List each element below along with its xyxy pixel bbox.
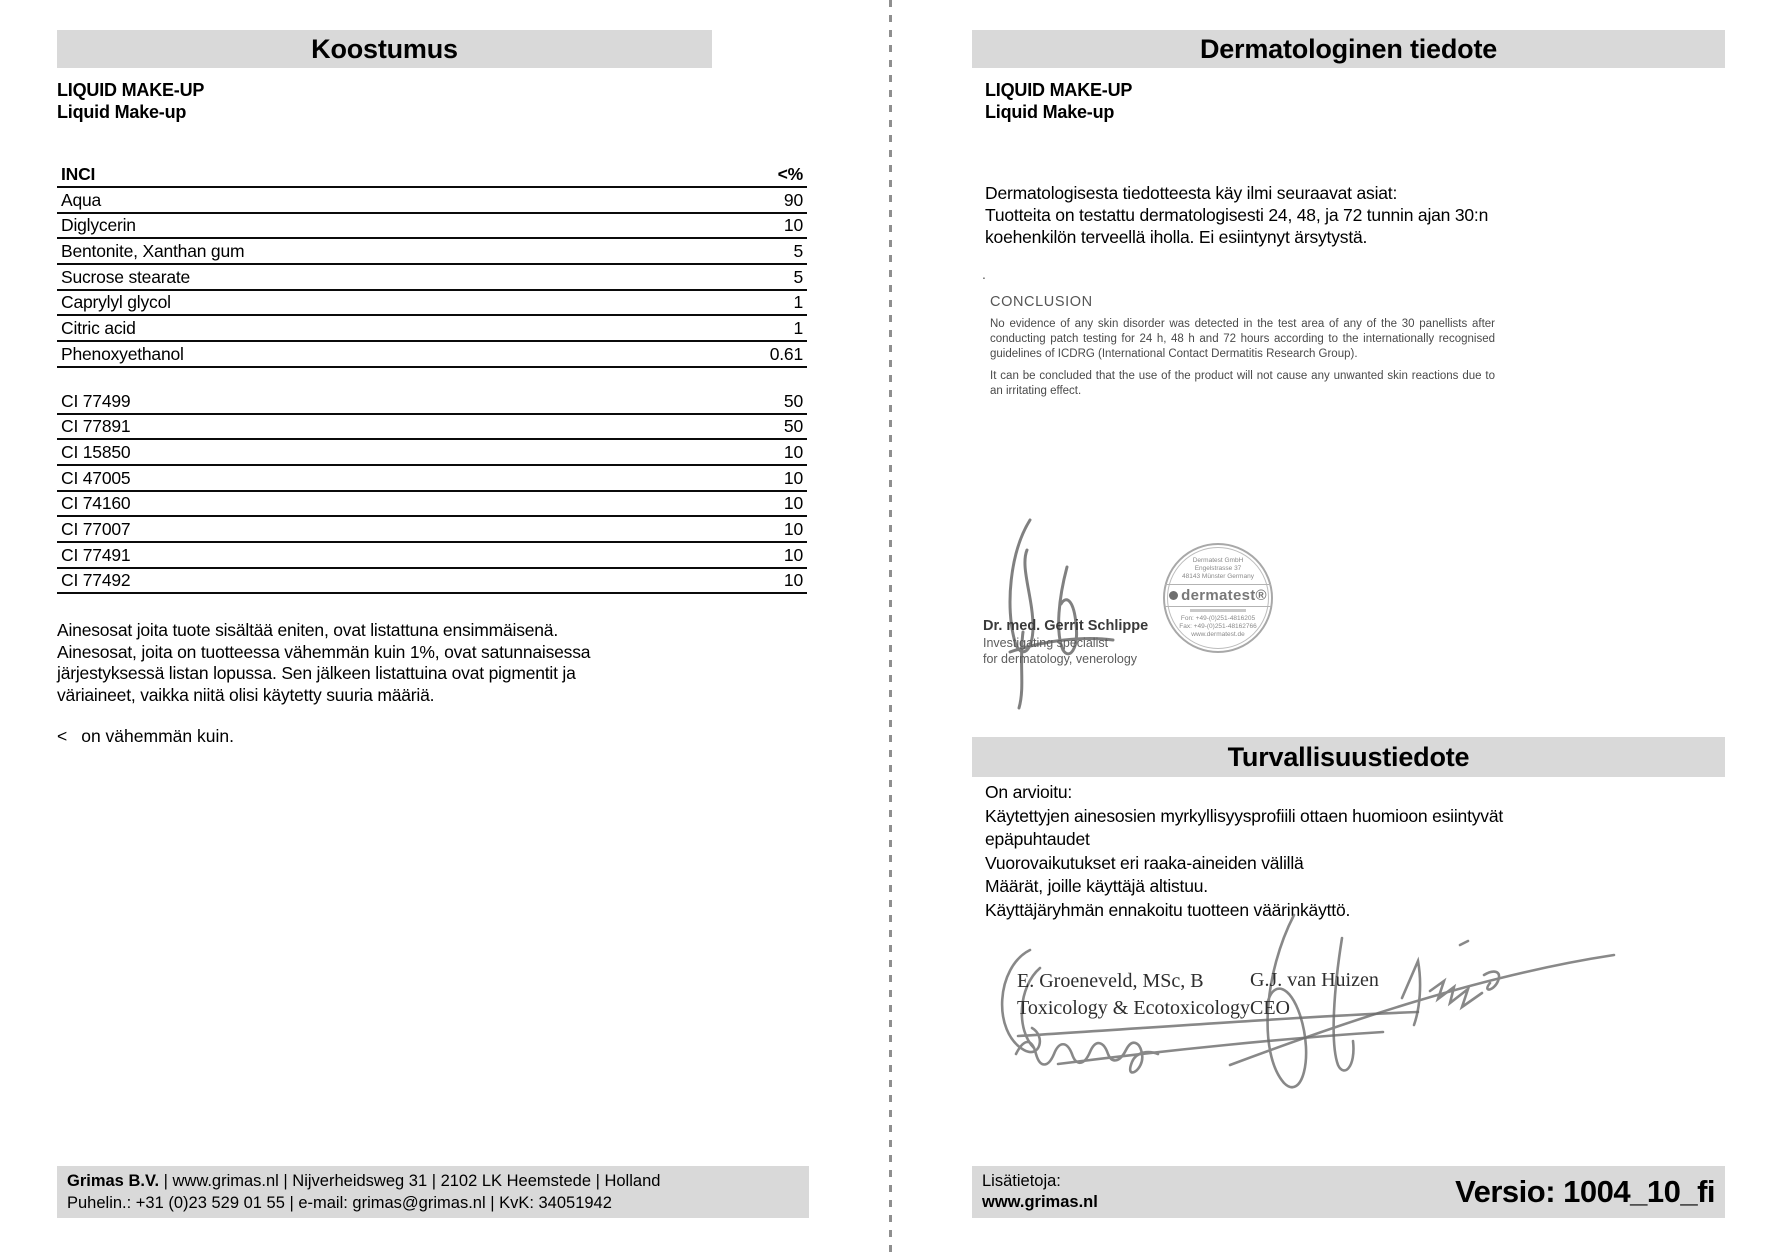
table-row (57, 214, 807, 240)
doctor-role: for dermatology, venerology (983, 652, 1138, 666)
legend-text: on vähemmän kuin. (81, 726, 234, 746)
colorant-value: 10 (783, 493, 803, 514)
more-info-label: Lisätietoja: (982, 1172, 1061, 1190)
dermatest-stamp (1163, 543, 1273, 653)
website: www.grimas.nl (982, 1193, 1098, 1211)
colorant-name: CI 77891 (61, 416, 131, 437)
safety-line: Määrät, joille käyttäjä altistuu. (985, 876, 1208, 896)
ingredient-value: 1 (793, 292, 803, 313)
less-than-legend (57, 726, 234, 747)
safety-line: On arvioitu: (985, 782, 1073, 802)
table-row (57, 389, 807, 415)
table-row (57, 492, 807, 518)
ceo-attribution (1250, 966, 1379, 1022)
product-name-lower: Liquid Make-up (985, 102, 1115, 122)
ingredient-name: Citric acid (61, 318, 136, 339)
table-row (57, 316, 807, 342)
doctor-attribution (983, 617, 1148, 667)
column-header-percent: <% (777, 164, 803, 184)
intro-line: koehenkilön terveellä iholla. Ei esiintynyt ärsytystä. (985, 227, 1368, 247)
safety-line: Käyttäjäryhmän ennakoitu tuotteen väärinkäyttö. (985, 899, 1351, 920)
note-line: Ainesosat joita tuote sisältää eniten, ovat listattuna ensimmäisenä. (57, 620, 559, 640)
table-row (57, 265, 807, 291)
colorant-value: 10 (783, 518, 803, 539)
toxicologist-name: E. Groeneveld, MSc, B (1017, 970, 1204, 992)
footer-line1 (67, 1170, 799, 1192)
ceo-name: G.J. van Huizen (1250, 969, 1379, 991)
version-footer (972, 1166, 1725, 1218)
ingredient-value: 90 (783, 189, 803, 210)
page-divider-dashed-line (889, 0, 892, 1259)
colorant-name: CI 74160 (61, 493, 131, 514)
product-name-upper: LIQUID MAKE-UP (57, 80, 205, 100)
doctor-role: Investigating specialist (983, 636, 1109, 650)
table-row (57, 415, 807, 441)
company-name: Grimas B.V. (67, 1172, 160, 1190)
product-name-left (57, 79, 204, 123)
conclusion-block (990, 294, 1495, 399)
stamp-fon: Fon: +49-(0)251-4816205 (1180, 615, 1256, 622)
colorant-name: CI 77007 (61, 518, 131, 539)
more-info-block (982, 1171, 1098, 1213)
product-name-lower: Liquid Make-up (57, 102, 187, 122)
ingredient-name: Diglycerin (61, 215, 136, 236)
table-row (57, 543, 807, 569)
colorant-value: 10 (783, 467, 803, 488)
safety-line: Käytettyjen ainesosien myrkyllisyysprofiili ottaen huomioon esiintyvät (985, 805, 1504, 826)
colorant-name: CI 77491 (61, 544, 131, 565)
footer-line2: Puhelin.: +31 (0)23 529 01 55 | e-mail: grimas@grimas.nl | KvK: 34051942 (67, 1194, 612, 1212)
doctor-name: Dr. med. Gerrit Schlippe (983, 618, 1149, 634)
stamp-city: 48143 Münster Germany (1182, 573, 1254, 580)
less-than-symbol: < (57, 726, 68, 746)
ingredients-table (57, 160, 807, 594)
dermatest-dot-icon (1169, 591, 1178, 600)
stamp-brand: dermatest® (1181, 587, 1267, 604)
safety-line: epäpuhtaudet (985, 829, 1090, 849)
ingredient-value: 1 (793, 318, 803, 339)
intro-line: Tuotteita on testattu dermatologisesti 24, 48, ja 72 tunnin ajan 30:n (985, 205, 1489, 225)
ingredient-name: Sucrose stearate (61, 266, 191, 287)
intro-line: Dermatologisesta tiedotteesta käy ilmi seuraavat asiat: (985, 183, 1398, 203)
colorant-name: CI 77492 (61, 570, 131, 591)
stamp-street: Engelstrasse 37 (1194, 565, 1242, 572)
ingredient-value: 10 (783, 215, 803, 236)
note-line: väriaineet, vaikka niitä olisi käytetty suuria määriä. (57, 684, 435, 705)
stamp-company: Dermatest GmbH (1192, 557, 1244, 564)
table-row (57, 517, 807, 543)
safety-assessment-list (985, 781, 1503, 922)
company-footer (57, 1166, 809, 1218)
colorant-value: 50 (783, 390, 803, 411)
ingredient-name: Caprylyl glycol (61, 292, 171, 313)
stamp-illegible-line (1190, 609, 1246, 612)
ingredient-value: 0.61 (769, 343, 803, 364)
table-row (57, 440, 807, 466)
schlippe-signature (975, 512, 1125, 712)
table-row (57, 188, 807, 214)
conclusion-paragraph: No evidence of any skin disorder was detected in the test area of any of the 30 panellists after conducting patch testing for 24 h, 48 h and 72 hours according to the internationally recognised guidelines of ICDRG (International Contact Dermatitis Research Group). (990, 318, 1495, 360)
table-row (57, 239, 807, 265)
colorant-name: CI 47005 (61, 467, 131, 488)
table-row (57, 342, 807, 368)
ingredient-name: Aqua (61, 189, 102, 210)
composition-header-bar (57, 30, 712, 68)
ingredient-name: Bentonite, Xanthan gum (61, 241, 245, 262)
ingredient-name: Phenoxyethanol (61, 343, 184, 364)
conclusion-paragraph: It can be concluded that the use of the product will not cause any unwanted skin reactions due to an irritating effect. (990, 370, 1495, 398)
dermatology-header-bar (972, 30, 1725, 68)
table-row (57, 466, 807, 492)
ingredient-value: 5 (793, 266, 803, 287)
toxicologist-attribution (1017, 968, 1250, 1022)
ingredients-note (57, 620, 590, 706)
stamp-content (1165, 545, 1271, 651)
colorant-name: CI 77499 (61, 390, 131, 411)
note-line: järjestyksessä listan lopussa. Sen jälkeen listattuina ovat pigmentit ja (57, 663, 576, 683)
table-row (57, 569, 807, 595)
colorant-value: 10 (783, 544, 803, 565)
colorants-group (57, 389, 807, 595)
safety-title: Turvallisuustiedote (1227, 741, 1470, 772)
product-name-right (985, 79, 1132, 123)
colorant-value: 10 (783, 570, 803, 591)
column-header-inci: INCI (61, 164, 96, 184)
safety-line: Vuorovaikutukset eri raaka-aineiden välillä (985, 852, 1304, 873)
conclusion-title: CONCLUSION (990, 294, 1093, 310)
composition-title: Koostumus (311, 33, 458, 64)
stamp-web: www.dermatest.de (1191, 631, 1245, 638)
colorant-value: 10 (783, 441, 803, 462)
safety-header-bar (972, 737, 1725, 777)
ingredient-value: 5 (793, 241, 803, 262)
dermatology-intro (985, 182, 1488, 248)
stamp-fax: Fax: +49-(0)251-48162766 (1179, 623, 1257, 630)
note-line: Ainesosat, joita on tuotteessa vähemmän kuin 1%, ovat satunnaisessa (57, 641, 591, 662)
product-name-upper: LIQUID MAKE-UP (985, 80, 1133, 100)
colorant-value: 50 (783, 416, 803, 437)
table-header-row (57, 160, 807, 188)
scan-stray-mark: . (982, 266, 986, 282)
ceo-role: CEO (1250, 997, 1290, 1019)
dermatology-title: Dermatologinen tiedote (1199, 33, 1498, 64)
colorant-name: CI 15850 (61, 441, 131, 462)
version-label: Versio: 1004_10_fi (1455, 1174, 1715, 1209)
table-row (57, 291, 807, 317)
company-address: | www.grimas.nl | Nijverheidsweg 31 | 2102 LK Heemstede | Holland (163, 1172, 661, 1190)
toxicologist-role: Toxicology & Ecotoxicology (1017, 997, 1251, 1019)
stamp-brand-row (1165, 584, 1271, 607)
